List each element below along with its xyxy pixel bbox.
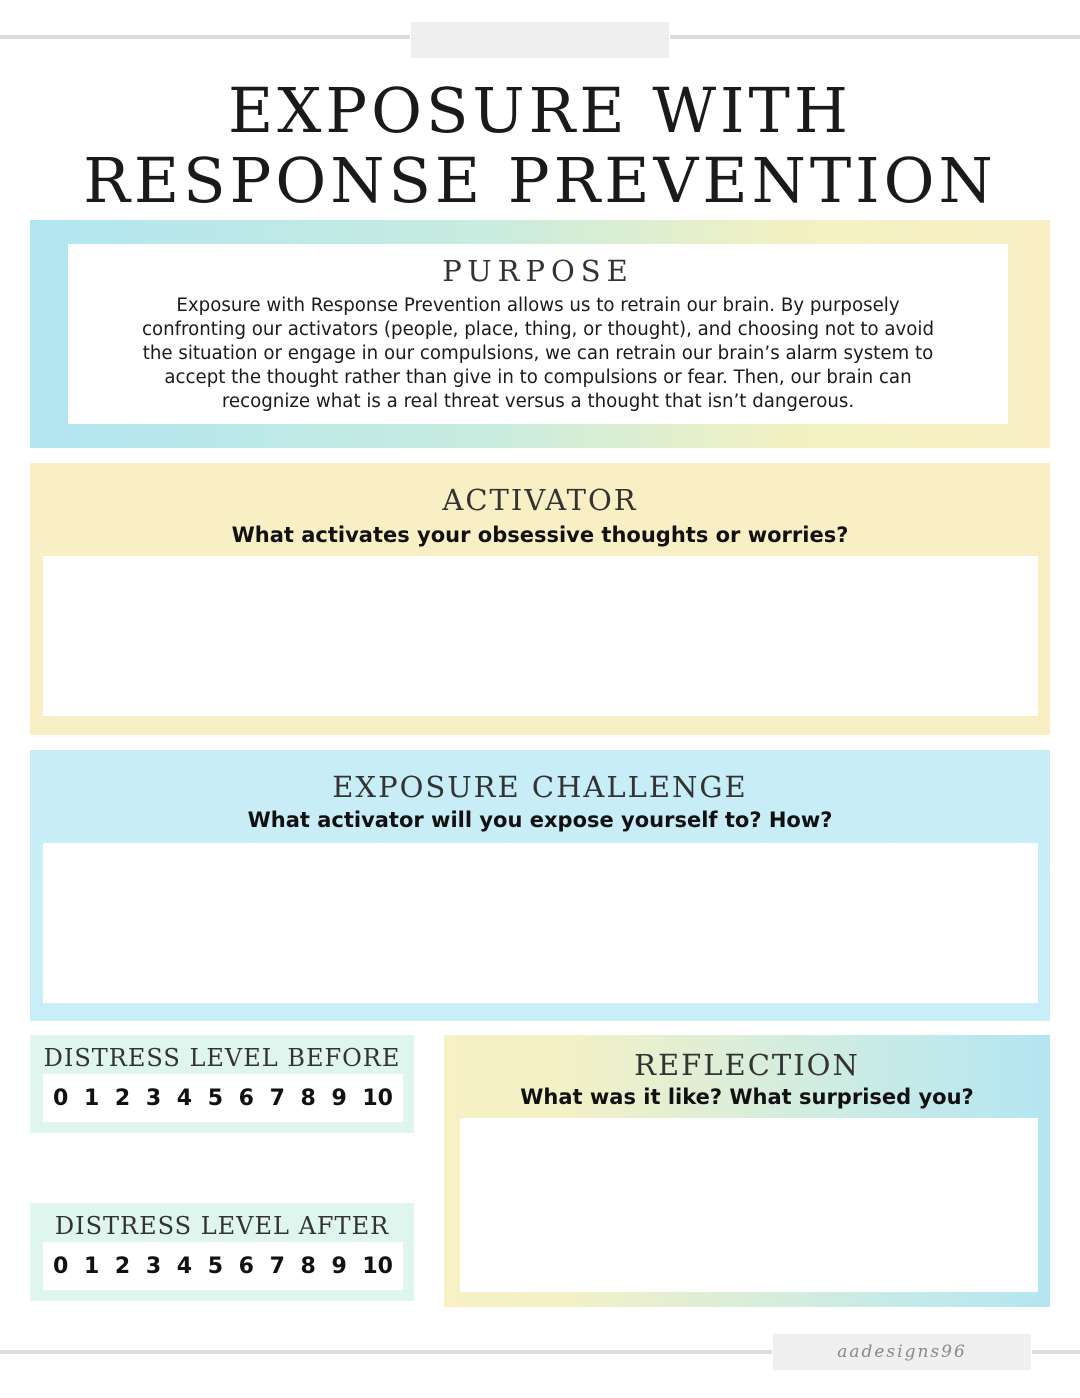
distress-after-panel — [30, 1203, 414, 1301]
exposure-challenge-question: What activator will you expose yourself to? How? — [247, 808, 833, 832]
scale-number[interactable]: 3 — [145, 1085, 162, 1111]
activator-question: What activates your obsessive thoughts or worries? — [231, 523, 849, 547]
scale-number[interactable]: 1 — [83, 1253, 100, 1279]
purpose-text — [82, 294, 994, 414]
scale-number[interactable]: 5 — [207, 1085, 223, 1111]
title-line-2: RESPONSE PREVENTION — [83, 144, 997, 217]
activator-heading: ACTIVATOR — [442, 483, 638, 517]
top-rule-left — [0, 35, 410, 39]
scale-number[interactable]: 2 — [114, 1253, 131, 1279]
scale-number[interactable]: 10 — [362, 1253, 393, 1279]
scale-number[interactable]: 1 — [83, 1085, 100, 1111]
purpose-box — [68, 244, 1008, 424]
scale-number[interactable]: 0 — [53, 1253, 69, 1279]
distress-before-heading: DISTRESS LEVEL BEFORE — [43, 1044, 401, 1072]
purpose-line: the situation or engage in our compulsions, we can retrain our brain’s alarm system to — [142, 343, 934, 364]
scale-number[interactable]: 5 — [207, 1253, 223, 1279]
purpose-heading: PURPOSE — [442, 254, 634, 288]
scale-number[interactable]: 6 — [238, 1085, 254, 1111]
distress-after-scale — [43, 1242, 403, 1290]
bottom-rule-right — [1032, 1350, 1080, 1354]
scale-number[interactable]: 8 — [300, 1085, 316, 1111]
title-line-1: EXPOSURE WITH — [228, 74, 852, 147]
exposure-challenge-answer-box[interactable] — [43, 843, 1038, 1003]
purpose-line: confronting our activators (people, place, thing, or thought), and choosing not to avoid — [141, 319, 935, 340]
scale-number[interactable]: 7 — [269, 1085, 285, 1111]
top-rule-right — [670, 35, 1080, 39]
reflection-answer-box[interactable] — [460, 1118, 1038, 1292]
distress-before-panel — [30, 1035, 414, 1133]
purpose-panel — [30, 220, 1050, 448]
scale-number[interactable]: 8 — [300, 1253, 316, 1279]
exposure-challenge-panel — [30, 750, 1050, 1021]
scale-number[interactable]: 7 — [269, 1253, 285, 1279]
scale-number[interactable]: 4 — [176, 1085, 193, 1111]
scale-number[interactable]: 3 — [145, 1253, 162, 1279]
purpose-line: accept the thought rather than give in to compulsions or fear. Then, our brain can — [164, 367, 912, 388]
scale-number[interactable]: 4 — [176, 1253, 193, 1279]
scale-number[interactable]: 6 — [238, 1253, 254, 1279]
top-tab — [411, 22, 669, 58]
activator-panel — [30, 463, 1050, 735]
scale-number[interactable]: 9 — [331, 1085, 347, 1111]
reflection-question: What was it like? What surprised you? — [520, 1085, 974, 1109]
scale-number[interactable]: 10 — [362, 1085, 393, 1111]
scale-number[interactable]: 9 — [331, 1253, 347, 1279]
distress-before-scale — [43, 1074, 403, 1122]
purpose-line: recognize what is a real threat versus a thought that isn’t dangerous. — [221, 391, 855, 412]
reflection-heading: REFLECTION — [634, 1048, 860, 1082]
scale-number[interactable]: 2 — [114, 1085, 131, 1111]
distress-after-heading: DISTRESS LEVEL AFTER — [54, 1212, 390, 1240]
scale-number[interactable]: 0 — [53, 1085, 69, 1111]
purpose-line: Exposure with Response Prevention allows us to retrain our brain. By purposely — [176, 295, 900, 316]
exposure-challenge-heading: EXPOSURE CHALLENGE — [332, 770, 748, 804]
bottom-rule-left — [0, 1350, 772, 1354]
signature-watermark: aadesigns96 — [773, 1334, 1031, 1370]
activator-answer-box[interactable] — [43, 556, 1038, 716]
reflection-panel — [444, 1035, 1050, 1307]
